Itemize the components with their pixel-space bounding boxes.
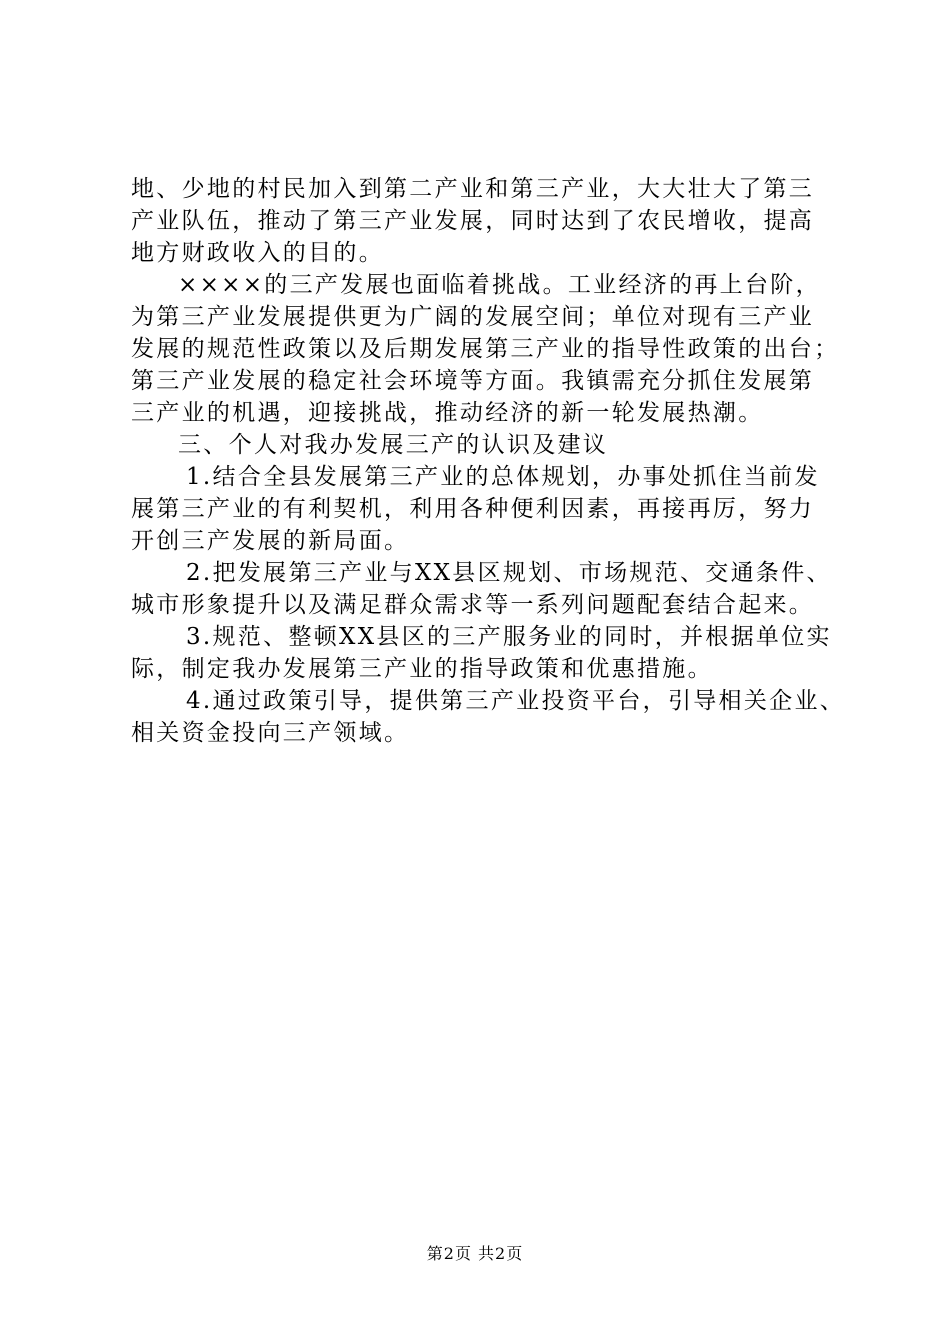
paragraph-start-line: ××××的三产发展也面临着挑战。工业经济的再上台阶， xyxy=(178,272,821,298)
list-item-3-start: 3.规范、整顿XX县区的三产服务业的同时，并根据单位实 xyxy=(186,624,832,650)
document-body xyxy=(131,173,846,749)
text-line: 产业队伍，推动了第三产业发展，同时达到了农民增收，提高 xyxy=(131,208,815,234)
text-line: 城市形象提升以及满足群众需求等一系列问题配套结合起来。 xyxy=(131,592,815,618)
text-line: 发展的规范性政策以及后期发展第三产业的指导性政策的出台； xyxy=(131,336,840,362)
text-line: 地方财政收入的目的。 xyxy=(131,240,384,266)
text-line: 相关资金投向三产领域。 xyxy=(131,720,410,746)
text-line: 三产业的机遇，迎接挑战，推动经济的新一轮发展热潮。 xyxy=(131,400,764,426)
text-line: 开创三产发展的新局面。 xyxy=(131,528,410,554)
list-item-1-start: 1.结合全县发展第三产业的总体规划，办事处抓住当前发 xyxy=(186,464,820,490)
text-line: 际，制定我办发展第三产业的指导政策和优惠措施。 xyxy=(131,656,713,682)
text-line: 地、少地的村民加入到第二产业和第三产业，大大壮大了第三 xyxy=(131,176,815,202)
list-item-4-start: 4.通过政策引导，提供第三产业投资平台，引导相关企业、 xyxy=(186,688,846,714)
list-item-2-start: 2.把发展第三产业与XX县区规划、市场规范、交通条件、 xyxy=(186,560,832,586)
section-heading: 三、个人对我办发展三产的认识及建议 xyxy=(178,432,609,458)
text-line: 展第三产业的有利契机，利用各种便利因素，再接再厉，努力 xyxy=(131,496,815,522)
page-number-footer: 第2页 共2页 xyxy=(426,1244,524,1263)
text-line: 第三产业发展的稳定社会环境等方面。我镇需充分抓住发展第 xyxy=(131,368,815,394)
text-line: 为第三产业发展提供更为广阔的发展空间；单位对现有三产业 xyxy=(131,304,815,330)
